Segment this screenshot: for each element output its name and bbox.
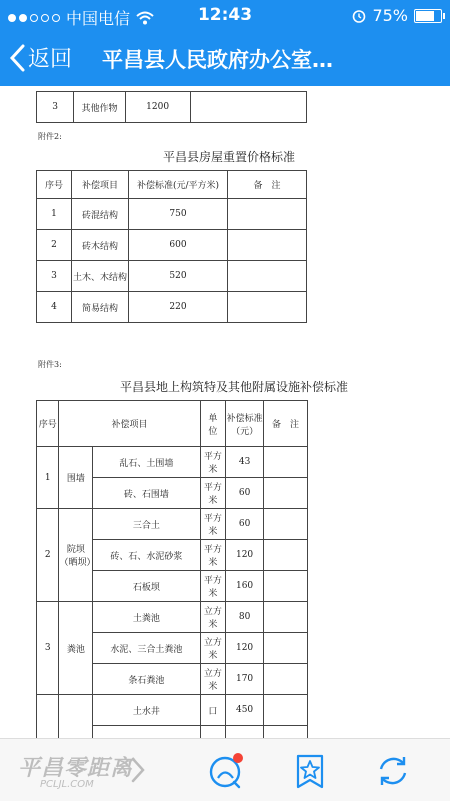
comment-button[interactable] bbox=[205, 751, 245, 791]
table-row bbox=[37, 602, 308, 633]
battery-percent: 75% bbox=[372, 6, 408, 25]
refresh-icon bbox=[373, 751, 413, 791]
cell-unit: 口 bbox=[200, 695, 226, 726]
cell-no: 1 bbox=[37, 199, 72, 230]
cell-item: 条石粪池 bbox=[93, 664, 200, 695]
cell-value: 750 bbox=[129, 199, 228, 230]
cell-unit: 立方米 bbox=[200, 664, 226, 695]
table-row bbox=[37, 261, 307, 292]
cell-item: 其他作物 bbox=[74, 92, 125, 123]
cell-item: 简易结构 bbox=[72, 292, 129, 323]
cell-value: 120 bbox=[226, 540, 264, 571]
header-standard: 补偿标准（元） bbox=[226, 401, 264, 447]
cell-group bbox=[59, 695, 93, 739]
page-title: 平昌县人民政府办公室… bbox=[102, 48, 333, 72]
status-right bbox=[352, 6, 442, 25]
cell-item: 土粪池 bbox=[93, 602, 200, 633]
cell-item: 砖、石、水泥砂浆 bbox=[93, 540, 200, 571]
header-note: 备 注 bbox=[228, 171, 307, 199]
cell-unit: 立方米 bbox=[200, 633, 226, 664]
nav-bar bbox=[0, 32, 450, 86]
annex3-label: 附件3: bbox=[38, 360, 62, 369]
bookmark-star-icon bbox=[290, 751, 330, 791]
back-label: 返回 bbox=[28, 47, 73, 72]
cell-value: 60 bbox=[226, 509, 264, 540]
table-row bbox=[37, 695, 308, 726]
logo-text: 平昌零距离 bbox=[18, 756, 134, 781]
favorite-button[interactable] bbox=[290, 751, 330, 791]
cell-unit: 平方米 bbox=[200, 509, 226, 540]
cell-unit bbox=[200, 726, 226, 739]
cell-value: 60 bbox=[226, 478, 264, 509]
cell-value: 1200 bbox=[125, 92, 190, 123]
logo-subtext: PCLJL.COM bbox=[40, 779, 94, 790]
cell-item: 三合土 bbox=[93, 509, 200, 540]
cell-value: 160 bbox=[226, 571, 264, 602]
header-standard: 补偿标准(元/平方米) bbox=[129, 171, 228, 199]
cell-item: 土水井 bbox=[93, 695, 200, 726]
cell-no: 2 bbox=[37, 509, 59, 602]
clock: 12:43 bbox=[197, 5, 253, 25]
cell-value: 450 bbox=[226, 695, 264, 726]
cell-note bbox=[228, 292, 307, 323]
cell-value: 170 bbox=[226, 664, 264, 695]
header-item: 补偿项目 bbox=[59, 401, 200, 447]
cell-note bbox=[228, 199, 307, 230]
cell-no: 1 bbox=[37, 447, 59, 509]
header-no: 序号 bbox=[37, 171, 72, 199]
table-row bbox=[37, 230, 307, 261]
annex3-table bbox=[36, 400, 308, 738]
cell-note bbox=[263, 447, 307, 478]
forward-icon[interactable] bbox=[130, 757, 146, 783]
annex1-table-tail bbox=[36, 91, 307, 123]
cell-item: 砖混结构 bbox=[72, 199, 129, 230]
table-row bbox=[37, 509, 308, 540]
chevron-left-icon bbox=[8, 43, 26, 73]
cell-item bbox=[93, 726, 200, 739]
cell-item: 水泥、三合土粪池 bbox=[93, 633, 200, 664]
cell-note bbox=[228, 261, 307, 292]
cell-value: 43 bbox=[226, 447, 264, 478]
cell-value: 80 bbox=[226, 602, 264, 633]
cell-note bbox=[190, 92, 306, 123]
bottom-toolbar bbox=[0, 738, 450, 801]
header-row bbox=[37, 401, 308, 447]
table-row bbox=[37, 292, 307, 323]
header-note: 备 注 bbox=[263, 401, 307, 447]
cell-unit: 平方米 bbox=[200, 571, 226, 602]
cell-note bbox=[263, 509, 307, 540]
back-button[interactable] bbox=[8, 42, 72, 73]
cell-group: 围墙 bbox=[59, 447, 93, 509]
cell-note bbox=[263, 571, 307, 602]
cell-no: 3 bbox=[37, 261, 72, 292]
cell-note bbox=[263, 602, 307, 633]
notification-badge bbox=[233, 753, 243, 763]
battery-icon bbox=[414, 9, 442, 23]
carrier-name: 中国电信 bbox=[66, 9, 131, 28]
cell-note bbox=[263, 695, 307, 726]
cell-value: 220 bbox=[129, 292, 228, 323]
header-item: 补偿项目 bbox=[72, 171, 129, 199]
cell-item: 砖木结构 bbox=[72, 230, 129, 261]
cell-no: 2 bbox=[37, 230, 72, 261]
site-logo bbox=[18, 751, 134, 790]
cell-note bbox=[263, 664, 307, 695]
cell-no: 3 bbox=[37, 602, 59, 695]
annex2-table bbox=[36, 170, 307, 323]
cell-unit: 立方米 bbox=[200, 602, 226, 633]
cell-note bbox=[263, 633, 307, 664]
cell-item: 砖、石围墙 bbox=[93, 478, 200, 509]
annex3-title: 平昌县地上构筑特及其他附属设施补偿标准 bbox=[120, 380, 349, 394]
cell-group: 院坝（晒坝） bbox=[59, 509, 93, 602]
annex2-label: 附件2: bbox=[38, 132, 62, 141]
cell-no: 4 bbox=[37, 292, 72, 323]
cell-unit: 平方米 bbox=[200, 540, 226, 571]
status-bar bbox=[0, 0, 450, 32]
annex2-title: 平昌县房屋重置价格标准 bbox=[163, 150, 296, 164]
cell-value: 120 bbox=[226, 633, 264, 664]
cell-item: 乱石、土围墙 bbox=[93, 447, 200, 478]
refresh-button[interactable] bbox=[373, 751, 413, 791]
cell-no bbox=[37, 695, 59, 739]
cell-value: 600 bbox=[129, 230, 228, 261]
document-view[interactable] bbox=[0, 86, 450, 738]
table-row bbox=[37, 199, 307, 230]
alarm-icon bbox=[352, 9, 366, 23]
header-no: 序号 bbox=[37, 401, 59, 447]
cell-note bbox=[263, 478, 307, 509]
cell-group: 粪池 bbox=[59, 602, 93, 695]
cell-unit: 平方米 bbox=[200, 478, 226, 509]
cell-unit: 平方米 bbox=[200, 447, 226, 478]
cell-note bbox=[228, 230, 307, 261]
cell-note bbox=[263, 726, 307, 739]
cell-item: 土木、木结构 bbox=[72, 261, 129, 292]
table-row bbox=[37, 447, 308, 478]
header-unit: 单 位 bbox=[200, 401, 226, 447]
cell-no: 3 bbox=[37, 92, 74, 123]
cell-value bbox=[226, 726, 264, 739]
cell-item: 石板坝 bbox=[93, 571, 200, 602]
cell-note bbox=[263, 540, 307, 571]
cell-value: 520 bbox=[129, 261, 228, 292]
